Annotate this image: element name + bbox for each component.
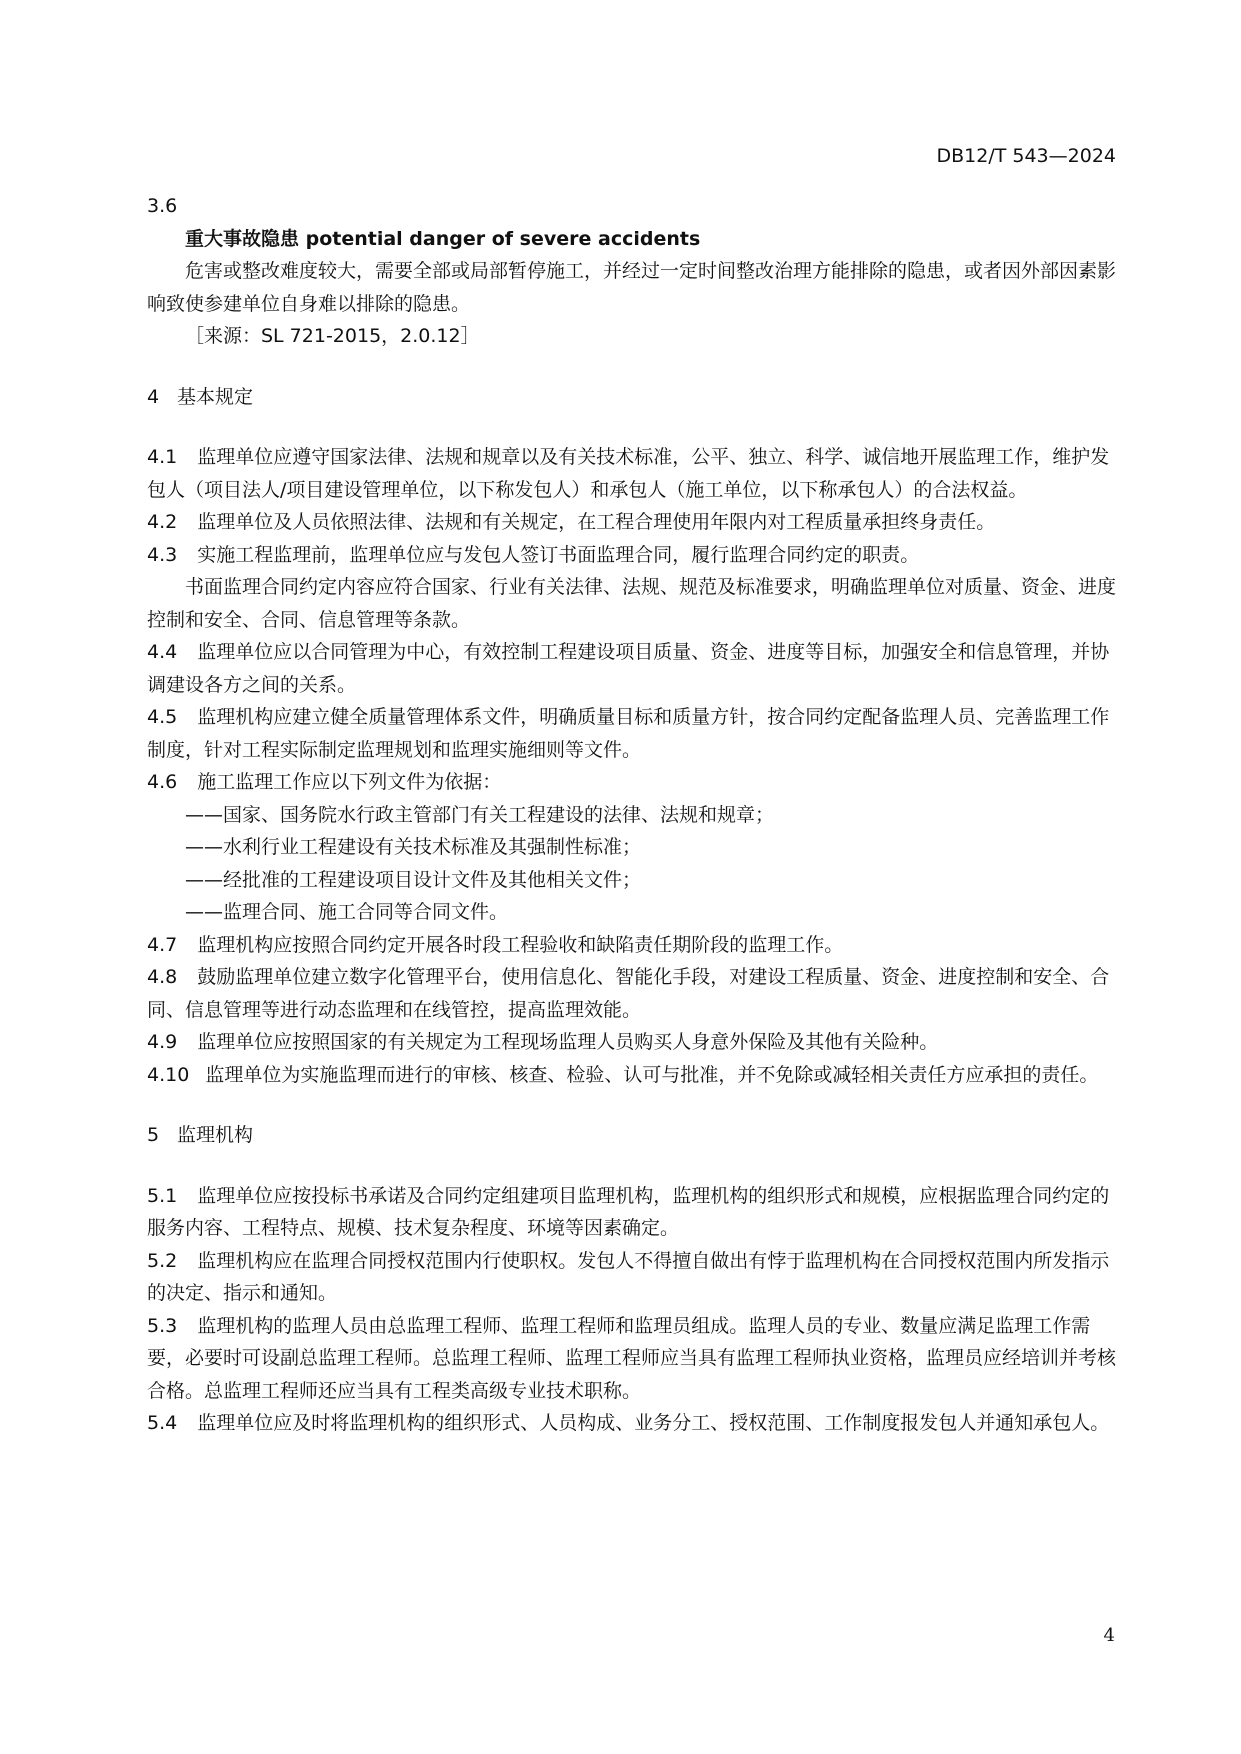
page-number: 4 — [1103, 1625, 1115, 1646]
term-number: 3.6 — [147, 195, 178, 217]
term-source: ［来源：SL 721-2015，2.0.12］ — [185, 325, 480, 347]
clause-number: 4.7 — [147, 933, 178, 956]
term-3-6 — [147, 190, 1117, 353]
section-5 — [147, 1119, 1117, 1440]
clause-text: 监理单位应以合同管理为中心，有效控制工程建设项目质量、资金、进度等目标，加强安全和信息管理，并协调建设各方之间的关系。 — [147, 641, 1110, 696]
clause-text: 监理单位应按照国家的有关规定为工程现场监理人员购买人身意外保险及其他有关险种。 — [197, 1031, 939, 1053]
document-code: DB12/T 543—2024 — [936, 145, 1116, 167]
clause-5-2 — [147, 1245, 1117, 1310]
section-heading — [147, 381, 1117, 414]
list-item: ——水利行业工程建设有关技术标准及其强制性标准； — [185, 836, 642, 858]
clause-number: 4.2 — [147, 511, 178, 533]
clause-4-1 — [147, 441, 1117, 506]
clause-5-3 — [147, 1310, 1117, 1408]
list-item: ——监理合同、施工合同等合同文件。 — [185, 901, 509, 923]
clause-4-2 — [147, 506, 1117, 539]
clause-number: 4.10 — [147, 1063, 190, 1086]
clause-4-4 — [147, 636, 1117, 701]
clause-text: 施工监理工作应以下列文件为依据： — [197, 771, 502, 793]
page-content — [147, 190, 1117, 1440]
clause-4-7 — [147, 929, 1117, 962]
clause-text: 监理单位应按投标书承诺及合同约定组建项目监理机构，监理机构的组织形式和规模，应根据监理合同约定的服务内容、工程特点、规模、技术复杂程度、环境等因素确定。 — [147, 1184, 1110, 1239]
section-title: 监理机构 — [177, 1124, 254, 1146]
clause-4-8 — [147, 961, 1117, 1026]
clause-text: 监理单位为实施监理而进行的审核、核查、检验、认可与批准，并不免除或减轻相关责任方应承担的责任。 — [205, 1063, 1099, 1086]
clause-text: 监理机构的监理人员由总监理工程师、监理工程师和监理员组成。监理人员的专业、数量应满足监理工作需要，必要时可设副总监理工程师。总监理工程师、监理工程师应当具有监理工程师执业资格，监理员应经培训并考核合格。总监理工程师还应当具有工程类高级专业技术职称。 — [147, 1314, 1117, 1402]
clause-number: 5.2 — [147, 1249, 178, 1272]
clause-number: 4.8 — [147, 966, 178, 988]
clause-number: 5.4 — [147, 1412, 178, 1434]
clause-text: 监理单位应遵守国家法律、法规和规章以及有关技术标准，公平、独立、科学、诚信地开展监理工作，维护发包人（项目法人/项目建设管理单位，以下称发包人）和承包人（施工单位，以下称承包人）的合法权益。 — [147, 446, 1110, 501]
section-title: 基本规定 — [177, 385, 254, 408]
section-number: 4 — [147, 385, 160, 408]
clause-number: 4.1 — [147, 446, 178, 468]
clause-text: 监理机构应按照合同约定开展各时段工程验收和缺陷责任期阶段的监理工作。 — [197, 933, 844, 956]
section-4 — [147, 381, 1117, 1092]
clause-number: 4.5 — [147, 706, 178, 728]
clause-number: 4.3 — [147, 543, 178, 566]
clause-number: 5.3 — [147, 1314, 178, 1337]
clause-4-5 — [147, 701, 1117, 766]
term-definition: 危害或整改难度较大，需要全部或局部暂停施工，并经过一定时间整改治理方能排除的隐患，或者因外部因素影响致使参建单位自身难以排除的隐患。 — [147, 260, 1117, 315]
clause-text: 监理机构应建立健全质量管理体系文件，明确质量目标和质量方针，按合同约定配备监理人员、完善监理工作制度，针对工程实际制定监理规划和监理实施细则等文件。 — [147, 706, 1110, 761]
clause-4-3-paragraph: 书面监理合同约定内容应符合国家、行业有关法律、法规、规范及标准要求，明确监理单位对质量、资金、进度控制和安全、合同、信息管理等条款。 — [147, 576, 1117, 631]
clause-text: 监理机构应在监理合同授权范围内行使职权。发包人不得擅自做出有悖于监理机构在合同授权范围内所发指示的决定、指示和通知。 — [147, 1249, 1110, 1304]
clause-text: 鼓励监理单位建立数字化管理平台，使用信息化、智能化手段，对建设工程质量、资金、进度控制和安全、合同、信息管理等进行动态监理和在线管控，提高监理效能。 — [147, 966, 1110, 1021]
section-number: 5 — [147, 1124, 160, 1146]
section-heading — [147, 1119, 1117, 1152]
clause-5-4 — [147, 1407, 1117, 1440]
clause-4-3 — [147, 539, 1117, 572]
clause-number: 4.9 — [147, 1031, 178, 1053]
clause-number: 5.1 — [147, 1184, 178, 1207]
clause-text: 监理单位及人员依照法律、法规和有关规定，在工程合理使用年限内对工程质量承担终身责任。 — [197, 511, 996, 533]
list-item: ——经批准的工程建设项目设计文件及其他相关文件； — [185, 868, 642, 891]
clause-number: 4.6 — [147, 771, 178, 793]
clause-4-9 — [147, 1026, 1117, 1059]
clause-4-10 — [147, 1059, 1117, 1092]
clause-text: 监理单位应及时将监理机构的组织形式、人员构成、业务分工、授权范围、工作制度报发包人并通知承包人。 — [197, 1412, 1110, 1434]
list-item: ——国家、国务院水行政主管部门有关工程建设的法律、法规和规章； — [185, 803, 775, 826]
clause-4-6 — [147, 766, 1117, 799]
clause-number: 4.4 — [147, 641, 178, 663]
clause-5-1 — [147, 1180, 1117, 1245]
clause-text: 实施工程监理前，监理单位应与发包人签订书面监理合同，履行监理合同约定的职责。 — [197, 543, 920, 566]
term-title: 重大事故隐患 potential danger of severe accidents — [185, 227, 701, 250]
